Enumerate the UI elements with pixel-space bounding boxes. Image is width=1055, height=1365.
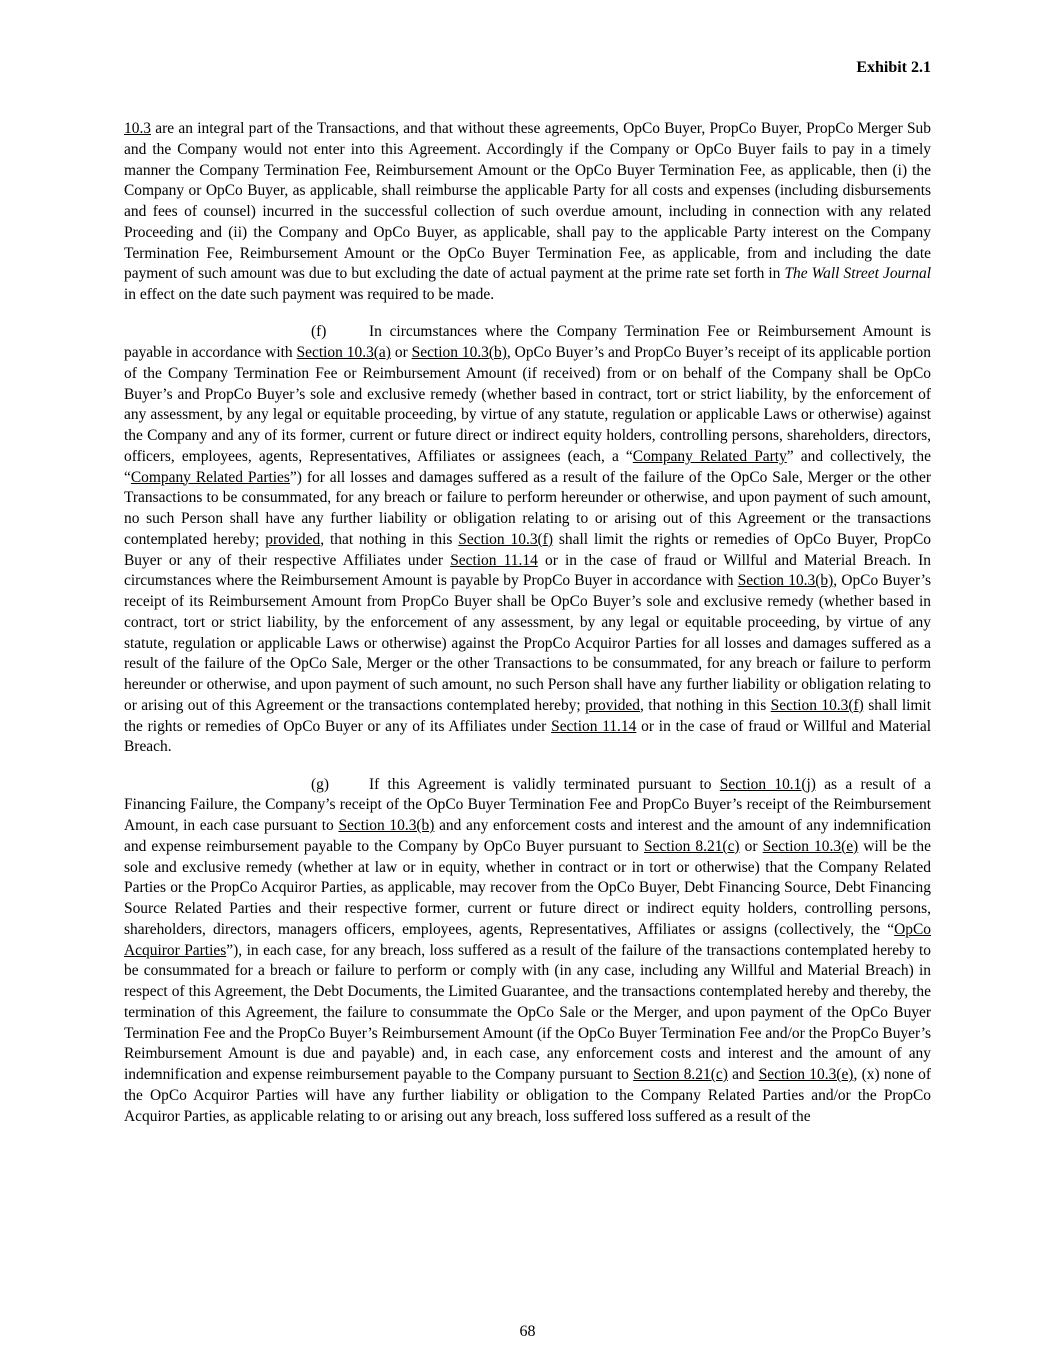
paragraph-text: , that nothing in this [640,696,771,714]
page-number: 68 [519,1323,536,1340]
section-reference: Section 10.3(e) [762,837,859,855]
paragraph-f [124,322,931,758]
paragraph-text: in effect on the date such payment was required to be made. [124,286,495,303]
defined-term: OpCo Acquiror Parties [124,920,931,959]
paragraph-text: If this Agreement is validly terminated pursuant to [369,775,720,793]
clause-number: (g) [311,775,330,793]
paragraph-text: ”), in each case, for any breach, loss suffered as a result of the failure of the transactions contemplated hereby to be consummated for a breach or failure to perform or comply with (in any case, including any Willful and Material Breach) in respect of this Agreement, the Debt Documents, the Limited Guarantee, and the transactions contemplated hereby and thereby, the termination of this Agreement, the failure to consummate the OpCo Sale or the Merger, and upon payment of the OpCo Buyer Termination Fee and the PropCo Buyer’s Reimbursement Amount (if the OpCo Buyer Termination Fee and/or the PropCo Buyer’s Reimbursement Amount is due and payable) and, in each case, any enforcement costs and interest and the amount of any indemnification and expense reimbursement payable to the Company pursuant to [124,941,931,1083]
defined-term: Company Related Parties [130,468,290,486]
paragraph-text: or in the case of fraud or Willful and Material Breach. [124,717,931,756]
section-reference: Section 11.14 [551,717,637,735]
section-reference: Section 10.3(f) [770,696,864,714]
section-reference: Section 10.3(f) [458,530,553,548]
paragraph-text: as a result of a Financing Failure, the Company’s receipt of the OpCo Buyer Termination Fee and PropCo Buyer’s receipt of the Reimbursement Amount, in each case pursuant to [124,775,931,834]
exhibit-label: Exhibit 2.1 [856,59,931,76]
paragraph-text: ”) for all losses and damages suffered as a result of the failure of the OpCo Sale, Merger or the other Transactions to be consummated, for any breach or failure to perform hereunder or otherwise, and upon payment of such amount, no such Person shall have any further liability or obligation relating to or arising out of this Agreement or the transactions contemplated hereby; [124,468,931,548]
paragraph-text: , OpCo Buyer’s and PropCo Buyer’s receipt of its applicable portion of the Company Termination Fee or Reimbursement Amount (if received) from or on behalf of the Company shall be OpCo Buyer’s and PropCo Buyer’s sole and exclusive remedy (whether based in contract, tort or strict liability, by the enforcement of any assessment, by any legal or equitable proceeding, by virtue of any statute, regulation or applicable Laws or otherwise) against the Company and any of its former, current or future direct or indirect equity holders, controlling persons, shareholders, directors, officers, employees, agents, Representatives, Affiliates or assignees (each, a “ [124,344,931,465]
paragraph-text: are an integral part of the Transactions, and that without these agreements, OpCo Buyer, PropCo Buyer, PropCo Merger Sub and the Company would not enter into this Agreement. Accordingly if the Company or OpCo Buyer fails to pay in a timely manner the Company Termination Fee, Reimbursement Amount or the OpCo Buyer Termination Fee, as applicable, then (i) the Company or OpCo Buyer, as applicable, shall reimburse the applicable Party for all costs and expenses (including disbursements and fees of counsel) incurred in the successful collection of such overdue amount, including in connection with any related Proceeding and (ii) the Company and OpCo Buyer, as applicable, shall pay to the applicable Party interest on the Company Termination Fee, Reimbursement Amount or the OpCo Buyer Termination Fee, as applicable, from and including the date payment of such amount was due to but excluding the date of actual payment at the prime rate set forth in [124,120,931,283]
paragraph-text: will be the sole and exclusive remedy (whether at law or in equity, whether in contract or in tort or otherwise) that the Company Related Parties or the PropCo Acquiror Parties, as applicable, may recover from the OpCo Buyer, Debt Financing Source, Debt Financing Source Related Parties and their respective former, current or future direct or indirect equity holders, controlling persons, shareholders, directors, managers officers, employees, agents, Representatives, Affiliates or assigns (collectively, the “ [124,837,931,938]
section-reference: Section 10.3(e) [758,1066,854,1083]
section-reference: Section 8.21(c) [633,1066,728,1083]
paragraph-text: shall limit the rights or remedies of OpCo Buyer, PropCo Buyer or any of their respective Affiliates under [124,530,931,569]
paragraph-text: or [390,344,412,361]
paragraph-text: or [739,837,763,855]
section-reference: Section 10.3(b) [411,344,507,361]
paragraph-text: , that nothing in this [320,530,459,548]
paragraph-text: shall limit the rights or remedies of OpCo Buyer or any of its Affiliates under [124,696,931,735]
paragraph-text: and [727,1066,759,1083]
paragraph-text: In circumstances where the Company Termination Fee or Reimbursement Amount is payable in accordance with [124,323,931,361]
paragraph-g [124,775,931,1128]
section-reference: Section 10.3(b) [338,817,435,834]
proviso-term: provided [585,696,640,714]
proviso-term: provided [265,530,321,548]
paragraph-text: , OpCo Buyer’s receipt of its Reimbursement Amount from PropCo Buyer shall be OpCo Buyer’s sole and exclusive remedy (whether based in contract, tort or strict liability, by the enforcement of any assessment, by any legal or equitable proceeding, by virtue of any statute, regulation or applicable Laws or otherwise) against the PropCo Acquiror Parties for all losses and damages suffered as a result of the failure of the OpCo Sale, Merger or the other Transactions to be consummated, for any breach or failure to perform hereunder or otherwise, and upon payment of such amount, no such Person shall have any further liability or obligation relating to or arising out of this Agreement or the transactions contemplated hereby; [124,572,932,714]
paragraph-text: or in the case of fraud or Willful and Material Breach. In circumstances where the Reimbursement Amount is payable by PropCo Buyer in accordance with [124,551,931,590]
section-reference: Section 10.1(j) [719,775,816,793]
clause-number: (f) [311,323,327,341]
paragraph-text: ” and collectively, the “ [124,447,931,486]
defined-term: Company Related Party [632,447,787,465]
section-reference: Section 10.3(a) [296,344,391,361]
paragraph-text: , (x) none of the OpCo Acquiror Parties will have any further liability or obligation to the Company Related Parties and/or the PropCo Acquiror Parties, as applicable relating to or arising out any breach, loss suffered loss suffered as a result of the [124,1066,931,1125]
section-reference: Section 8.21(c) [644,837,740,855]
paragraph-text: and any enforcement costs and interest and the amount of any indemnification and expense reimbursement payable to the Company by OpCo Buyer pursuant to [124,817,931,855]
section-reference: Section 11.14 [450,551,538,569]
document-body [124,119,931,1144]
publication-title: The Wall Street Journal [784,265,931,283]
paragraph-continuation [124,119,931,306]
section-reference: Section 10.3(b) [737,572,834,590]
section-reference: 10.3 [124,120,152,137]
